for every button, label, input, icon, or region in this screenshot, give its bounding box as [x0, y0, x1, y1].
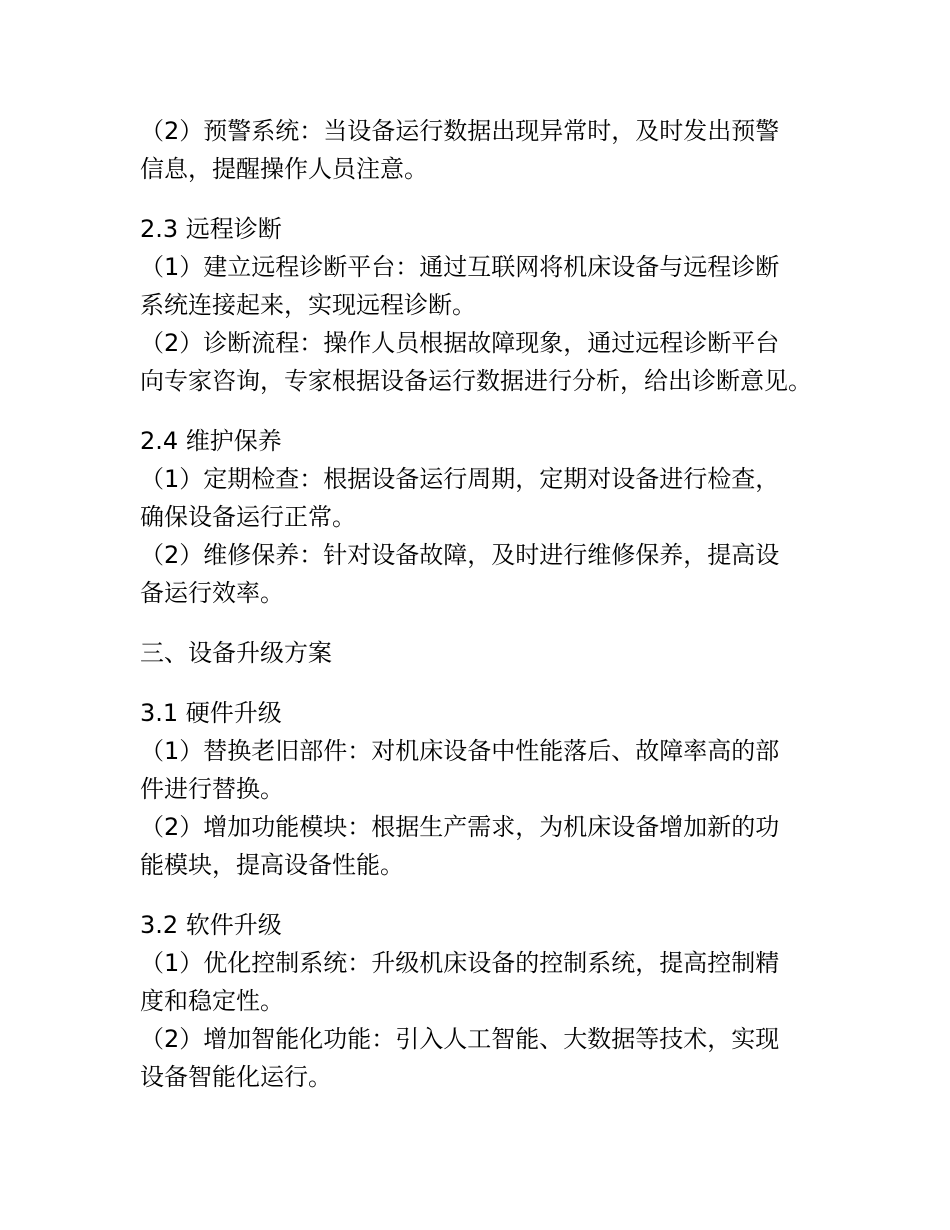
- section-maintenance: [140, 422, 820, 612]
- text-line: 向专家咨询，专家根据设备运行数据进行分析，给出诊断意见。: [140, 367, 812, 395]
- paragraph-warning-system: [140, 112, 820, 188]
- text-line: （1）定期检查：根据设备运行周期，定期对设备进行检查，: [140, 465, 780, 493]
- text-line: 信息，提醒操作人员注意。: [140, 155, 428, 183]
- chapter-heading: 三、设备升级方案: [140, 639, 332, 667]
- text-line: （1）建立远程诊断平台：通过互联网将机床设备与远程诊断: [140, 253, 780, 281]
- paragraph-spacer: [140, 400, 820, 422]
- text-line: （1）替换老旧部件：对机床设备中性能落后、故障率高的部: [140, 737, 780, 765]
- text-line: （2）预警系统：当设备运行数据出现异常时，及时发出预警: [140, 117, 780, 145]
- section-heading: 2.4 维护保养: [140, 427, 282, 455]
- section-software-upgrade: [140, 906, 820, 1096]
- text-line: 确保设备运行正常。: [140, 503, 356, 531]
- section-heading: 2.3 远程诊断: [140, 215, 282, 243]
- section-hardware-upgrade: [140, 694, 820, 884]
- paragraph-spacer: [140, 188, 820, 210]
- text-line: （2）增加功能模块：根据生产需求，为机床设备增加新的功: [140, 813, 780, 841]
- text-line: （2）维修保养：针对设备故障，及时进行维修保养，提高设: [140, 541, 780, 569]
- text-line: 度和稳定性。: [140, 987, 284, 1015]
- text-line: 系统连接起来，实现远程诊断。: [140, 291, 476, 319]
- text-line: 件进行替换。: [140, 775, 284, 803]
- section-remote-diagnosis: [140, 210, 820, 400]
- text-line: （2）诊断流程：操作人员根据故障现象，通过远程诊断平台: [140, 329, 780, 357]
- paragraph-spacer: [140, 884, 820, 906]
- text-line: （2）增加智能化功能：引入人工智能、大数据等技术，实现: [140, 1025, 780, 1053]
- text-line: （1）优化控制系统：升级机床设备的控制系统，提高控制精: [140, 949, 780, 977]
- chapter-upgrade-plan: [140, 634, 820, 672]
- paragraph-spacer: [140, 612, 820, 634]
- section-heading: 3.2 软件升级: [140, 911, 282, 939]
- text-line: 设备智能化运行。: [140, 1063, 332, 1091]
- section-heading: 3.1 硬件升级: [140, 699, 282, 727]
- document-page: [140, 112, 820, 1096]
- paragraph-spacer: [140, 672, 820, 694]
- text-line: 备运行效率。: [140, 579, 284, 607]
- text-line: 能模块，提高设备性能。: [140, 851, 404, 879]
